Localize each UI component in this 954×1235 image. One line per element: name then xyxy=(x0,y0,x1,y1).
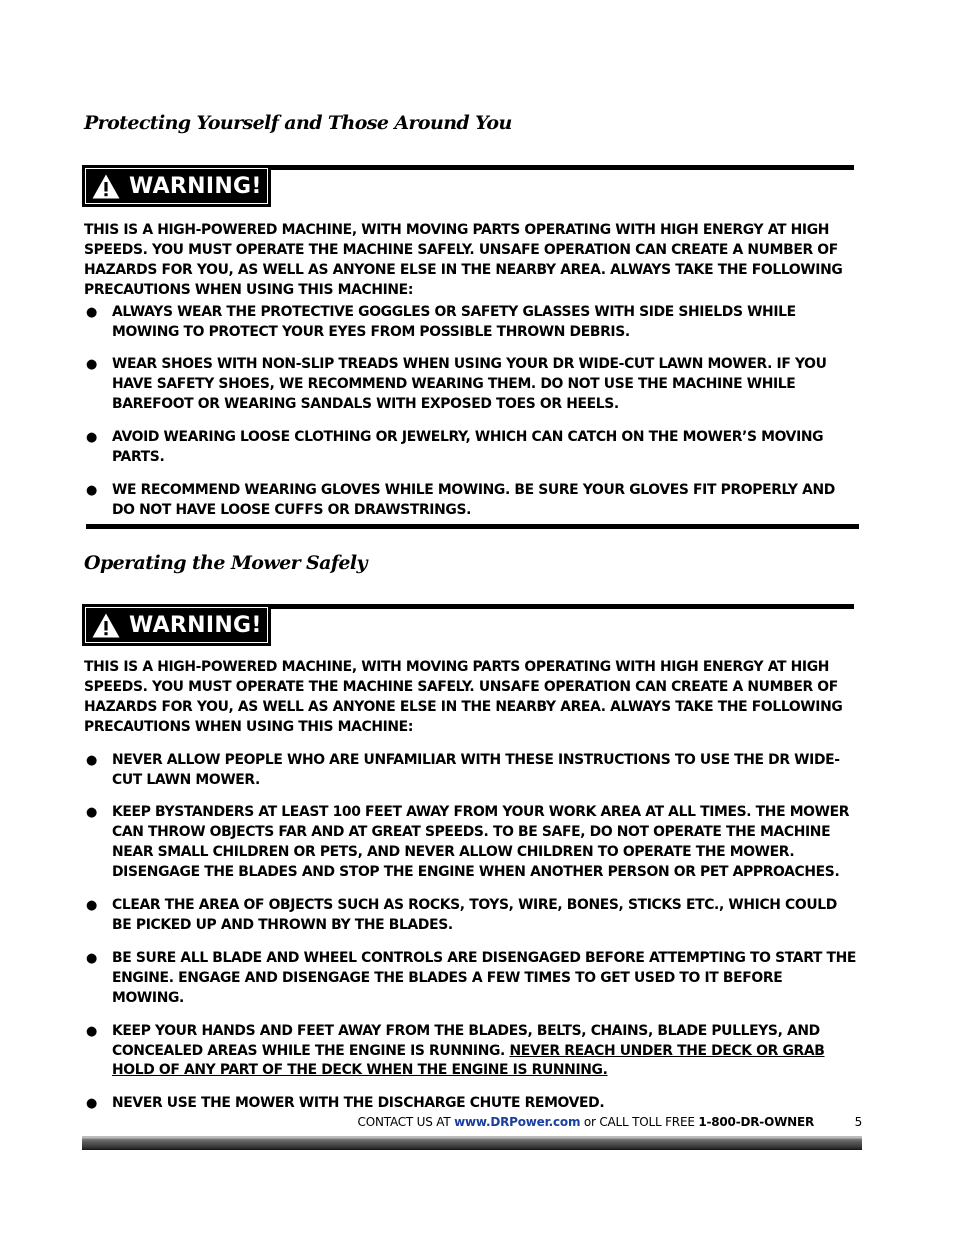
list-item: ● NEVER USE THE MOWER WITH THE DISCHARGE CHUTE REMOVED. xyxy=(86,1095,605,1112)
list-item: ● WE RECOMMEND WEARING GLOVES WHILE MOWING. BE SURE YOUR GLOVES FIT PROPERLY AND DO NOT HAVE LOOSE CUFFS OR DRAWSTRINGS. xyxy=(86,481,835,518)
precaution-list xyxy=(84,303,858,521)
list-item: ● KEEP BYSTANDERS AT LEAST 100 FEET AWAY FROM YOUR WORK AREA AT ALL TIMES. THE MOWER CAN THROW OBJECTS FAR AND AT GREAT SPEEDS. TO BE SAFE, DO NOT OPERATE THE MACHINE NEAR SMALL CHILDREN OR PETS, AND NEVER ALLOW CHILDREN TO OPERATE THE MOWER. DISENGAGE THE BLADES AND STOP THE ENGINE WHEN ANOTHER PERSON OR PET APPROACHES. xyxy=(86,804,850,881)
warning-badge xyxy=(82,165,271,207)
footer-bar xyxy=(82,1136,862,1150)
precaution-list xyxy=(84,751,858,1115)
footer-contact: CONTACT US AT www.DRPower.com or CALL TOLL FREE 1-800-DR-OWNER xyxy=(357,1115,814,1129)
warning-triangle-icon xyxy=(91,612,121,639)
section-title-protecting: Protecting Yourself and Those Around You xyxy=(84,112,512,134)
list-item: ● CLEAR THE AREA OF OBJECTS SUCH AS ROCKS, TOYS, WIRE, BONES, STICKS ETC., WHICH COULD BE PICKED UP AND THROWN BY THE BLADES. xyxy=(86,897,837,933)
list-item: ● NEVER ALLOW PEOPLE WHO ARE UNFAMILIAR WITH THESE INSTRUCTIONS TO USE THE DR WIDE-CUT LAWN MOWER. xyxy=(86,751,840,788)
list-item: ● KEEP YOUR HANDS AND FEET AWAY FROM THE BLADES, BELTS, CHAINS, BLADE PULLEYS, AND CONCEALED AREAS WHILE THE ENGINE IS RUNNING. NEVER REACH UNDER THE DECK OR GRAB HOLD OF ANY PART OF THE DECK WHEN THE ENGINE IS RUNNING. xyxy=(86,1022,825,1079)
list-item: ● ALWAYS WEAR THE PROTECTIVE GOGGLES OR SAFETY GLASSES WITH SIDE SHIELDS WHILE MOWING TO PROTECT YOUR EYES FROM POSSIBLE THROWN DEBRIS. xyxy=(86,303,796,340)
warning-body xyxy=(84,221,858,521)
warning-header xyxy=(82,165,854,212)
underlined-warning: NEVER REACH UNDER THE DECK OR GRAB HOLD OF ANY PART OF THE DECK WHEN THE ENGINE IS RUNNING. xyxy=(112,1042,825,1079)
warning-intro: THIS IS A HIGH-POWERED MACHINE, WITH MOVING PARTS OPERATING WITH HIGH ENERGY AT HIGH SPEEDS. YOU MUST OPERATE THE MACHINE SAFELY. UNSAFE OPERATION CAN CREATE A NUMBER OF HAZARDS FOR YOU, AS WELL AS ANYONE ELSE IN THE NEARBY AREA. ALWAYS TAKE THE FOLLOWING PRECAUTIONS WHEN USING THIS MACHINE: xyxy=(84,659,843,735)
warning-intro: THIS IS A HIGH-POWERED MACHINE, WITH MOVING PARTS OPERATING WITH HIGH ENERGY AT HIGH SPEEDS. YOU MUST OPERATE THE MACHINE SAFELY. UNSAFE OPERATION CAN CREATE A NUMBER OF HAZARDS FOR YOU, AS WELL AS ANYONE ELSE IN THE NEARBY AREA. ALWAYS TAKE THE FOLLOWING PRECAUTIONS WHEN USING THIS MACHINE: xyxy=(84,222,843,298)
warning-triangle-icon xyxy=(91,173,121,200)
warning-label: WARNING! xyxy=(129,612,262,638)
website-link[interactable]: www.DRPower.com xyxy=(454,1115,581,1129)
warning-bottom-rule xyxy=(86,524,859,529)
warning-label: WARNING! xyxy=(129,173,262,199)
warning-badge xyxy=(82,604,271,646)
section-title-operating: Operating the Mower Safely xyxy=(84,552,367,574)
warning-body xyxy=(84,658,858,1114)
list-item: ● AVOID WEARING LOOSE CLOTHING OR JEWELRY, WHICH CAN CATCH ON THE MOWER’S MOVING PARTS. xyxy=(86,429,824,466)
page-footer xyxy=(82,1115,862,1129)
page-number: 5 xyxy=(854,1115,862,1129)
phone-number: 1-800-DR-OWNER xyxy=(698,1115,814,1129)
list-item: ● BE SURE ALL BLADE AND WHEEL CONTROLS ARE DISENGAGED BEFORE ATTEMPTING TO START THE ENGINE. ENGAGE AND DISENGAGE THE BLADES A FEW TIMES TO GET USED TO IT BEFORE MOWING. xyxy=(86,949,857,1006)
warning-header xyxy=(82,604,854,651)
list-item: ● WEAR SHOES WITH NON-SLIP TREADS WHEN USING YOUR DR WIDE-CUT LAWN MOWER. IF YOU HAVE SAFETY SHOES, WE RECOMMEND WEARING THEM. DO NOT USE THE MACHINE WHILE BAREFOOT OR WEARING SANDALS WITH EXPOSED TOES OR HEELS. xyxy=(86,356,827,413)
